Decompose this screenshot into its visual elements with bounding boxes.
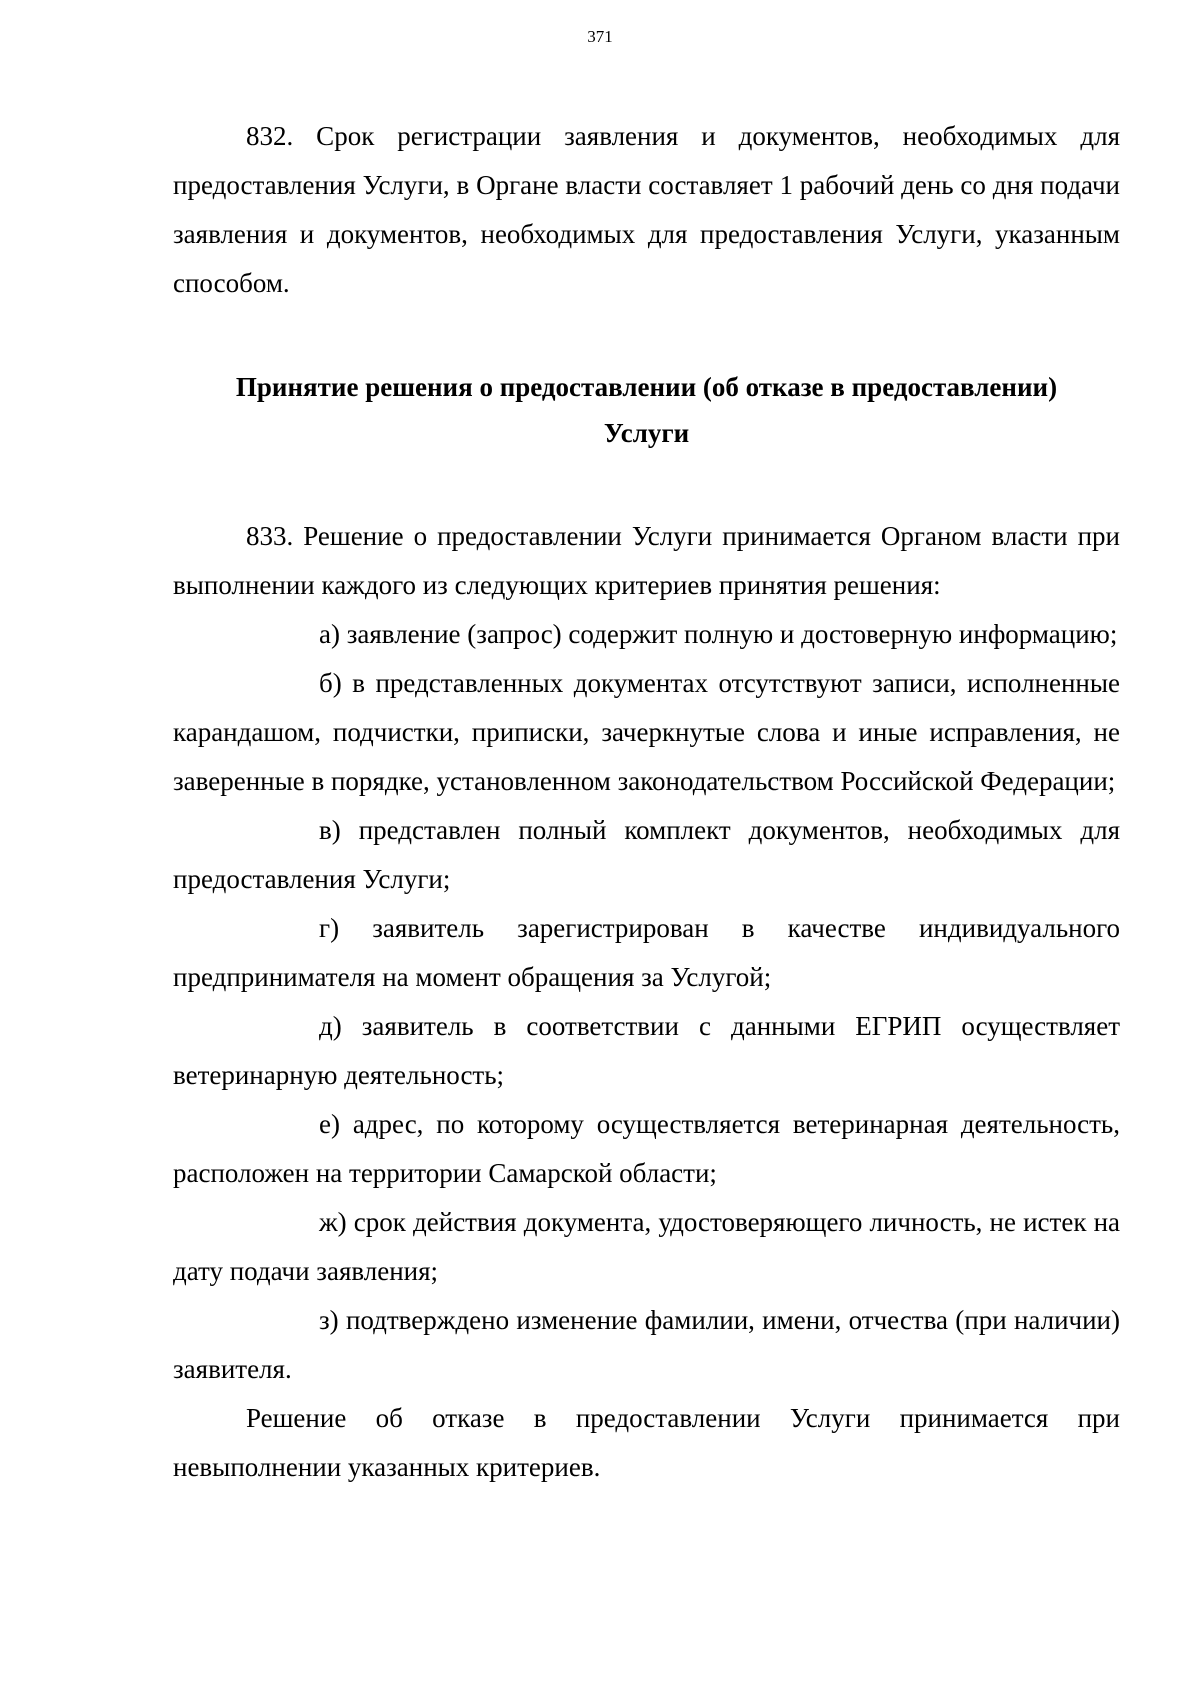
list-item-text: срок действия документа, удостоверяющего личность, не истек на дату подачи заявления; xyxy=(173,1207,1121,1286)
list-marker: ж) xyxy=(319,1207,347,1237)
list-item-text: адрес, по которому осуществляется ветеринарная деятельность, расположен на территории Самарской области; xyxy=(173,1109,1120,1188)
list-item-text: заявитель зарегистрирован в качестве индивидуального предпринимателя на момент обращения за Услугой; xyxy=(173,913,1121,992)
list-item-text: представлен полный комплект документов, необходимых для предоставления Услуги; xyxy=(173,815,1121,894)
document-body xyxy=(173,112,1120,1492)
paragraph-832: 832. Срок регистрации заявления и документов, необходимых для предоставления Услуги, в Органе власти составляет 1 рабочий день со дня подачи заявления и документов, необходимых для предоставления Услуги, указанным способом. xyxy=(173,121,1120,298)
list-item-text: в представленных документах отсутствуют записи, исполненные карандашом, подчистки, приписки, зачеркнутые слова и иные исправления, не заверенные в порядке, установленном законодательством Российской Федерации; xyxy=(173,668,1120,796)
section-heading xyxy=(173,364,1120,456)
criterion-zh xyxy=(173,1198,1120,1296)
list-item-text: заявление (запрос) содержит полную и достоверную информацию; xyxy=(346,619,1118,649)
criterion-b xyxy=(173,659,1120,806)
criterion-v xyxy=(173,806,1120,904)
criterion-d xyxy=(173,1002,1120,1100)
list-marker: з) xyxy=(319,1305,339,1335)
paragraph-833-intro: 833. Решение о предоставлении Услуги принимается Органом власти при выполнении каждого из следующих критериев принятия решения: xyxy=(173,521,1120,600)
section-heading-line-1: Принятие решения о предоставлении (об отказе в предоставлении) xyxy=(235,372,1058,402)
list-marker: б) xyxy=(319,668,342,698)
list-marker: в) xyxy=(319,815,341,845)
criterion-e xyxy=(173,1100,1120,1198)
list-marker: а) xyxy=(319,619,340,649)
criterion-a xyxy=(173,610,1120,659)
criterion-g xyxy=(173,904,1120,1002)
page-number: 371 xyxy=(587,27,613,46)
list-item-text: заявитель в соответствии с данными ЕГРИП осуществляет ветеринарную деятельность; xyxy=(173,1011,1121,1090)
list-marker: г) xyxy=(319,913,340,943)
section-heading-line-2: Услуги xyxy=(603,418,690,448)
paragraph-refusal: Решение об отказе в предоставлении Услуги принимается при невыполнении указанных критериев. xyxy=(173,1403,1120,1482)
list-marker: е) xyxy=(319,1109,340,1139)
list-marker: д) xyxy=(319,1011,342,1041)
criterion-z xyxy=(173,1296,1120,1394)
list-item-text: подтверждено изменение фамилии, имени, отчества (при наличии) заявителя. xyxy=(173,1305,1121,1384)
